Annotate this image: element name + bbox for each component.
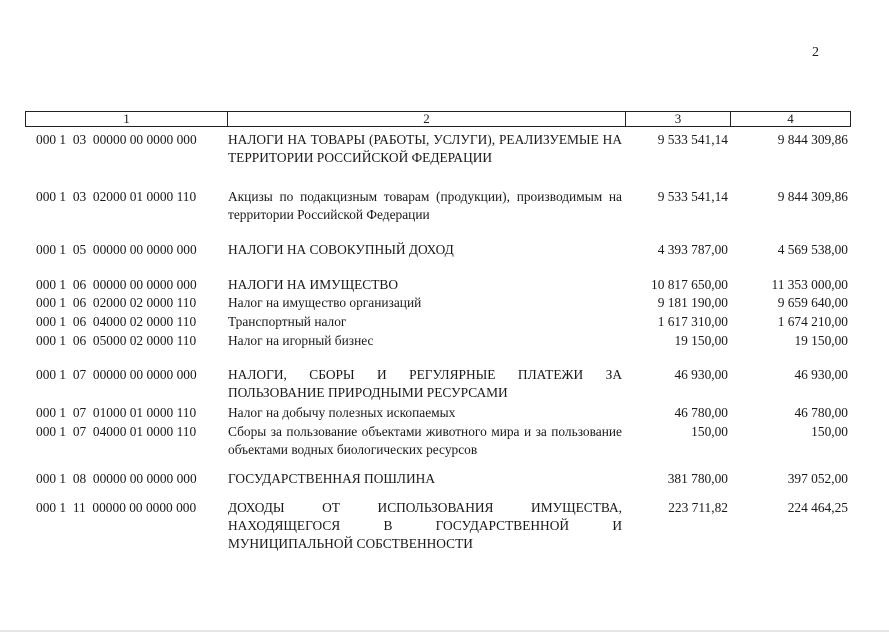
row-value-col3: 9 181 190,00 (657, 295, 728, 310)
row-code: 000 1 07 04000 01 0000 110 (36, 424, 197, 439)
table-header-col-4: 4 (730, 111, 851, 127)
row-value-col3: 9 533 541,14 (657, 132, 728, 147)
table-header-col-1: 1 (25, 111, 228, 127)
row-value-col4: 4 569 538,00 (777, 242, 848, 257)
row-code: 000 1 07 00000 00 0000 000 (36, 367, 197, 382)
row-value-col4: 9 844 309,86 (777, 189, 848, 204)
row-value-col4: 46 930,00 (794, 367, 848, 382)
row-value-col3: 19 150,00 (674, 333, 728, 348)
row-name: НАЛОГИ НА ИМУЩЕСТВО (228, 277, 398, 292)
page-number: 2 (812, 45, 819, 60)
row-name: НАЛОГИ НА ТОВАРЫ (РАБОТЫ, УСЛУГИ), РЕАЛИЗУЕМЫЕ НА ТЕРРИТОРИИ РОССИЙСКОЙ ФЕДЕРАЦИИ (228, 132, 622, 165)
row-value-col3: 223 711,82 (668, 500, 728, 515)
row-name: ДОХОДЫ ОТ ИСПОЛЬЗОВАНИЯ ИМУЩЕСТВА, НАХОДЯЩЕГОСЯ В ГОСУДАРСТВЕННОЙ И МУНИЦИПАЛЬНОЙ СОБСТВЕННОСТИ (228, 500, 622, 551)
row-value-col4: 224 464,25 (787, 500, 848, 515)
row-code: 000 1 05 00000 00 0000 000 (36, 242, 197, 257)
row-value-col3: 4 393 787,00 (657, 242, 728, 257)
row-value-col4: 19 150,00 (794, 333, 848, 348)
row-code: 000 1 03 00000 00 0000 000 (36, 132, 197, 147)
row-value-col3: 1 617 310,00 (657, 314, 728, 329)
scan-edge (0, 630, 889, 632)
row-name: Налог на игорный бизнес (228, 333, 374, 348)
row-name: НАЛОГИ, СБОРЫ И РЕГУЛЯРНЫЕ ПЛАТЕЖИ ЗА ПОЛЬЗОВАНИЕ ПРИРОДНЫМИ РЕСУРСАМИ (228, 367, 622, 400)
row-name: Акцизы по подакцизным товарам (продукции), производимым на территории Российской Федерации (228, 189, 622, 222)
row-value-col3: 46 930,00 (674, 367, 728, 382)
row-value-col3: 10 817 650,00 (651, 277, 728, 292)
table-header-col-2: 2 (227, 111, 626, 127)
row-code: 000 1 08 00000 00 0000 000 (36, 471, 197, 486)
row-name: Сборы за пользование объектами животного мира и за пользование объектами водных биологических ресурсов (228, 424, 622, 457)
row-value-col3: 381 780,00 (667, 471, 728, 486)
row-value-col4: 11 353 000,00 (771, 277, 848, 292)
row-value-col4: 9 844 309,86 (777, 132, 848, 147)
row-code: 000 1 03 02000 01 0000 110 (36, 189, 197, 204)
row-value-col4: 1 674 210,00 (777, 314, 848, 329)
row-code: 000 1 11 00000 00 0000 000 (36, 500, 197, 515)
row-code: 000 1 07 01000 01 0000 110 (36, 405, 197, 420)
row-value-col3: 150,00 (691, 424, 728, 439)
row-value-col3: 46 780,00 (674, 405, 728, 420)
row-code: 000 1 06 04000 02 0000 110 (36, 314, 197, 329)
row-code: 000 1 06 00000 00 0000 000 (36, 277, 197, 292)
row-value-col4: 9 659 640,00 (777, 295, 848, 310)
row-code: 000 1 06 02000 02 0000 110 (36, 295, 197, 310)
row-name: Налог на имущество организаций (228, 295, 422, 310)
row-value-col4: 397 052,00 (787, 471, 848, 486)
row-value-col4: 46 780,00 (794, 405, 848, 420)
row-name: Налог на добычу полезных ископаемых (228, 405, 456, 420)
row-value-col4: 150,00 (811, 424, 848, 439)
row-value-col3: 9 533 541,14 (657, 189, 728, 204)
row-code: 000 1 06 05000 02 0000 110 (36, 333, 197, 348)
row-name: ГОСУДАРСТВЕННАЯ ПОШЛИНА (228, 471, 435, 486)
row-name: НАЛОГИ НА СОВОКУПНЫЙ ДОХОД (228, 242, 454, 257)
table-header-col-3: 3 (625, 111, 731, 127)
row-name: Транспортный налог (228, 314, 347, 329)
